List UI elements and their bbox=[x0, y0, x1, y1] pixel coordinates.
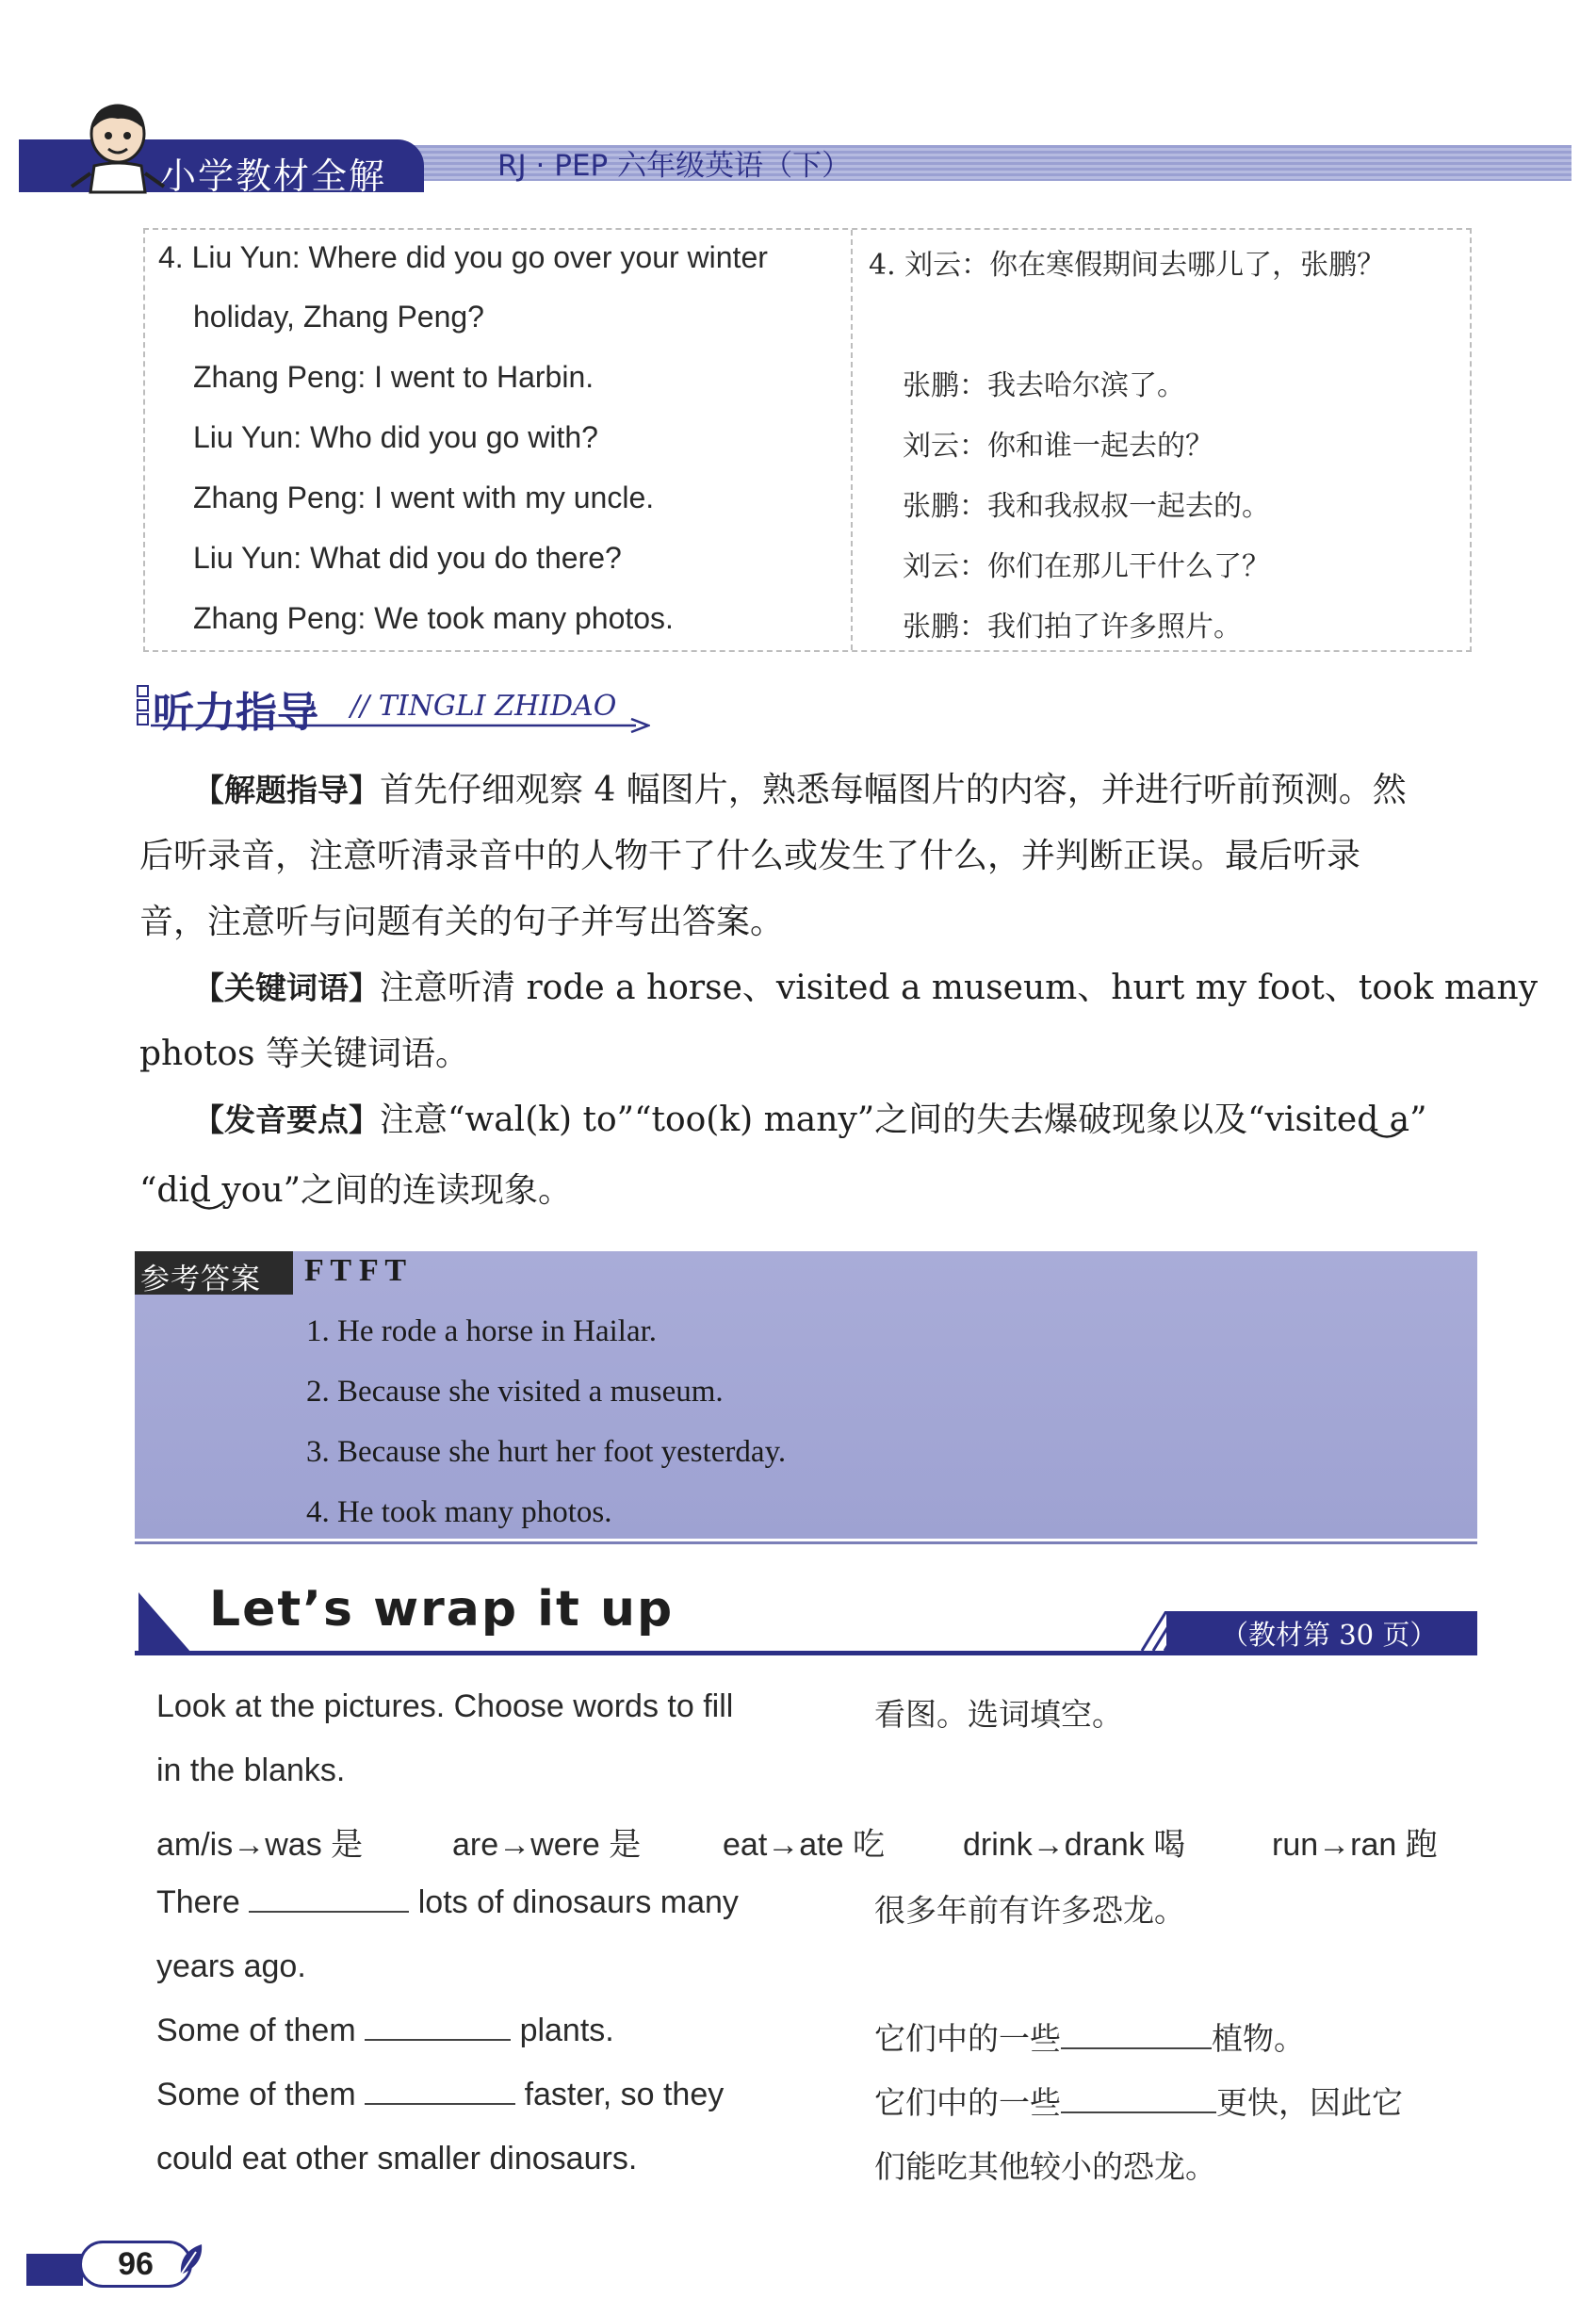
dialogue-en-line: Zhang Peng: We took many photos. bbox=[193, 601, 674, 635]
answer-line: 2. Because she visited a museum. bbox=[306, 1375, 724, 1409]
instruction-en: Look at the pictures. Choose words to fill bbox=[156, 1688, 734, 1724]
heading-arrow-icon bbox=[151, 716, 650, 735]
sentence-text: There bbox=[156, 1884, 240, 1920]
answer-line: 4. He took many photos. bbox=[306, 1495, 612, 1529]
word-option: drink→drank 喝 bbox=[963, 1827, 1186, 1863]
listening-subtitle: // TINGLI ZHIDAO bbox=[350, 690, 617, 723]
sentence-text: Some of them bbox=[156, 2013, 356, 2048]
lesson-triangle-icon bbox=[135, 1592, 191, 1653]
page-number: 96 bbox=[79, 2241, 192, 2288]
answer-line: 3. Because she hurt her foot yesterday. bbox=[306, 1435, 787, 1469]
pron-paragraph bbox=[193, 1093, 1427, 1141]
sentence-text: plants. bbox=[519, 2013, 614, 2048]
lesson-page-ref: （教材第 30 页） bbox=[1166, 1611, 1477, 1651]
sentence-text: 它们中的一些 bbox=[874, 2084, 1061, 2121]
answer-blank[interactable] bbox=[365, 2103, 515, 2105]
answer-tf: F T F T bbox=[304, 1253, 407, 1288]
liaison-mark-icon bbox=[190, 1198, 228, 1215]
series-title: 小学教材全解 bbox=[160, 155, 387, 197]
guide-line: 后听录音，注意听清录音中的人物干了什么或发生了什么，并判断正误。最后听录 bbox=[139, 837, 1361, 875]
dialogue-cn-line: 张鹏：我去哈尔滨了。 bbox=[903, 369, 1185, 402]
sentence-text: Some of them bbox=[156, 2077, 356, 2112]
sentence-3 bbox=[156, 2077, 724, 2113]
sentence-1-cn: 很多年前有许多恐龙。 bbox=[874, 1892, 1185, 1929]
mascot-icon bbox=[66, 94, 170, 198]
dialogue-cn-line: 张鹏：我们拍了许多照片。 bbox=[903, 611, 1242, 644]
answer-tag: 参考答案 bbox=[135, 1251, 293, 1295]
sentence-text: 更快，因此它 bbox=[1216, 2084, 1403, 2121]
answer-blank[interactable] bbox=[1061, 2047, 1212, 2049]
guide-line: 音，注意听与问题有关的句子并写出答案。 bbox=[139, 903, 785, 941]
answer-blank[interactable] bbox=[1061, 2111, 1216, 2113]
sentence-2-cn bbox=[874, 2014, 1305, 2059]
guide-paragraph bbox=[193, 763, 1407, 811]
liaison-mark-icon bbox=[1368, 1127, 1406, 1144]
dialogue-en-line: 4. Liu Yun: Where did you go over your winter bbox=[158, 240, 768, 274]
dialogue-en-line: Liu Yun: Who did you go with? bbox=[193, 420, 598, 454]
dialogue-en-line: holiday, Zhang Peng? bbox=[193, 300, 484, 334]
dialogue-cn-line: 张鹏：我和我叔叔一起去的。 bbox=[903, 490, 1270, 523]
word-option: eat→ate 吃 bbox=[723, 1827, 885, 1863]
instruction-cn: 看图。选词填空。 bbox=[874, 1696, 1123, 1733]
dialogue-cn-line: 4. 刘云：你在寒假期间去哪儿了，张鹏？ bbox=[869, 249, 1386, 282]
guide-tag: 【解题指导】 bbox=[193, 772, 380, 808]
sentence-1 bbox=[156, 1884, 739, 1921]
key-line: photos 等关键词语。 bbox=[139, 1035, 469, 1073]
sentence-text: 植物。 bbox=[1212, 2020, 1305, 2057]
word-option: are→were 是 bbox=[452, 1827, 642, 1863]
answer-rule bbox=[135, 1541, 1477, 1544]
dialogue-en-line: Liu Yun: What did you do there? bbox=[193, 541, 622, 575]
leaf-icon bbox=[177, 2241, 205, 2278]
dialogue-cn-line: 刘云：你们在那儿干什么了？ bbox=[903, 550, 1270, 583]
dialogue-divider bbox=[851, 230, 853, 650]
pron-line: “did you”之间的连读现象。 bbox=[139, 1171, 573, 1210]
pron-line: 注意“wal(k) to”“too(k) many”之间的失去爆破现象以及“visited a” bbox=[380, 1100, 1427, 1139]
pron-tag: 【发音要点】 bbox=[193, 1101, 380, 1138]
footer-bar bbox=[26, 2254, 83, 2286]
lesson-title: Let’s wrap it up bbox=[209, 1581, 675, 1638]
answer-line: 1. He rode a horse in Hailar. bbox=[306, 1314, 658, 1348]
sentence-text: years ago. bbox=[156, 1948, 306, 1984]
sentence-text: lots of dinosaurs many bbox=[417, 1884, 739, 1920]
key-paragraph bbox=[193, 961, 1538, 1009]
dialogue-cn-line: 刘云：你和谁一起去的？ bbox=[903, 430, 1213, 463]
instruction-en: in the blanks. bbox=[156, 1753, 346, 1788]
sentence-text: could eat other smaller dinosaurs. bbox=[156, 2141, 638, 2176]
sentence-3-cn: 们能吃其他较小的恐龙。 bbox=[874, 2148, 1216, 2185]
key-line: 注意听清 rode a horse、visited a museum、hurt my foot、took many bbox=[380, 969, 1539, 1007]
sentence-text: 它们中的一些 bbox=[874, 2020, 1061, 2057]
section-bullet-icon bbox=[137, 685, 150, 726]
sentence-text: faster, so they bbox=[524, 2077, 725, 2112]
word-option: run→ran 跑 bbox=[1272, 1827, 1438, 1863]
sentence-2 bbox=[156, 2013, 614, 2049]
book-title: RJ · PEP 六年级英语（下） bbox=[497, 149, 852, 183]
sentence-3-cn bbox=[874, 2079, 1403, 2123]
answer-blank[interactable] bbox=[365, 2039, 511, 2041]
key-tag: 【关键词语】 bbox=[193, 970, 380, 1006]
guide-line: 首先仔细观察 4 幅图片，熟悉每幅图片的内容，并进行听前预测。然 bbox=[380, 771, 1407, 809]
dialogue-en-line: Zhang Peng: I went to Harbin. bbox=[193, 360, 594, 394]
word-option: am/is→was 是 bbox=[156, 1827, 364, 1863]
answer-blank[interactable] bbox=[249, 1911, 409, 1913]
listening-title: 听力指导 bbox=[153, 689, 318, 737]
dialogue-en-line: Zhang Peng: I went with my uncle. bbox=[193, 481, 655, 514]
